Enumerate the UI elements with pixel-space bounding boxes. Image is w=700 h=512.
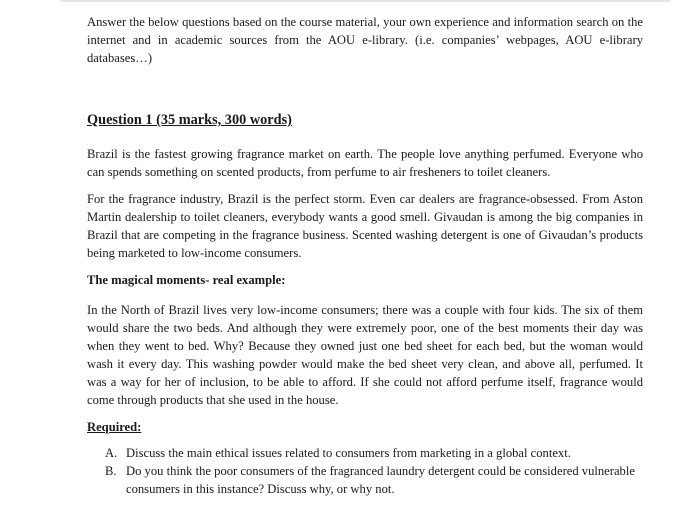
required-item-a	[105, 444, 643, 462]
required-item-marker: A.	[105, 446, 118, 460]
required-title: Required:	[87, 420, 142, 434]
example-heading: The magical moments- real example:	[87, 273, 286, 287]
required-item-text: Do you think the poor consumers of the fragranced laundry detergent could be considered vulnerable consumers in this instance? Discuss why, or why not.	[126, 464, 635, 496]
required-item-marker: B.	[105, 464, 117, 478]
top-divider	[60, 0, 670, 2]
required-list	[105, 444, 643, 498]
required-item-text: Discuss the main ethical issues related to consumers from marketing in a global context.	[126, 446, 571, 460]
example-paragraph: In the North of Brazil lives very low-income consumers; there was a couple with four kids. The six of them would share the two beds. And although they were extremely poor, one of the best moments their day was when they went to bed. Why? Because they owned just one bed sheet for each bed, but the woman would wash it every day. This washing powder would make the bed sheet very clean, and above all, perfumed. It was a way for her of inclusion, to be able to afford. If she could not afford perfume itself, fragrance would come through products that she used in the house.	[87, 303, 643, 407]
paragraph-brazil-market: Brazil is the fastest growing fragrance market on earth. The people love anything perfumed. Everyone who can spends something on scented products, from perfume to air fresheners to toilet cleaners.	[87, 147, 643, 179]
required-item-b	[105, 462, 643, 498]
intro-instructions: Answer the below questions based on the course material, your own experience and information search on the internet and in academic sources from the AOU e-library. (i.e. companies’ webpages, AOU e-library databases…)	[87, 15, 643, 65]
paragraph-fragrance-industry: For the fragrance industry, Brazil is the perfect storm. Even car dealers are fragrance-obsessed. From Aston Martin dealership to toilet cleaners, everybody wants a good smell. Givaudan is among the big companies in Brazil that are competing in the fragrance business. Scented washing detergent is one of Givaudan’s products being marketed to low-income consumers.	[87, 192, 643, 260]
document-page	[87, 13, 643, 498]
question-title: Question 1 (35 marks, 300 words)	[87, 112, 292, 128]
